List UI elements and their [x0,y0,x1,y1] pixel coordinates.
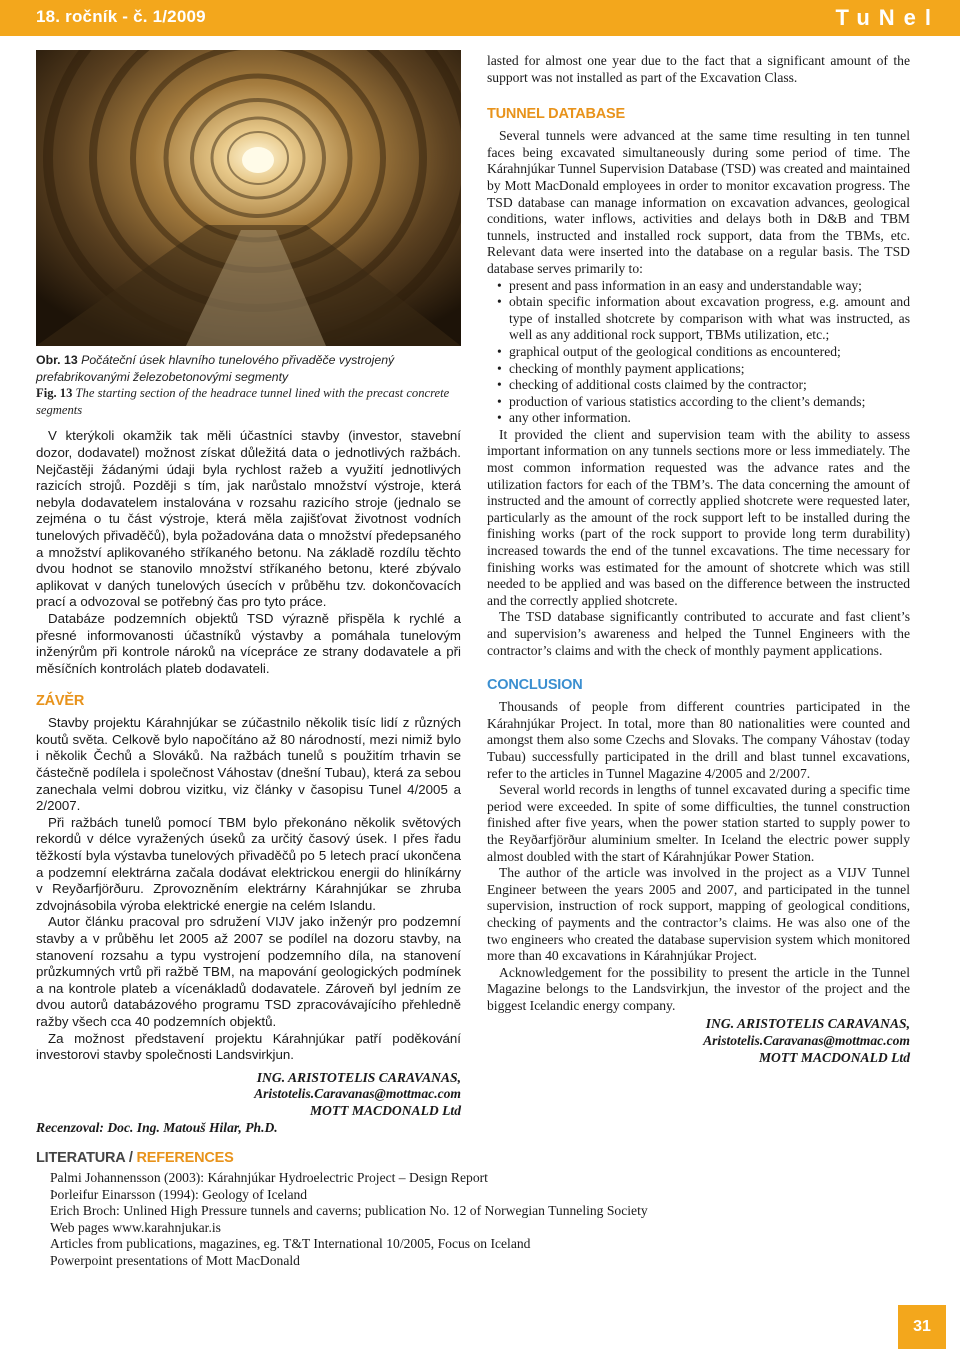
en-paragraph: lasted for almost one year due to the fact that a significant amount of the support was not installed as part of the Excavation Class. [487,53,910,85]
caption-cz-text: Počáteční úsek hlavního tunelového přivaděče vystrojený prefabrikovanými železobetonovými segmenty [36,353,395,384]
en-paragraph: Several world records in lengths of tunnel excavated during a specific time period were exceeded. In spite of some difficulties, the tunnel construction finished after five years, when the power station started to supply power to the Reyðarfjörður aluminium smelter. In Iceland the electric power supply almost doubled with the start of Kárahnjúkar Power Station. [487,782,910,864]
cz-paragraph: Při ražbách tunelů pomocí TBM bylo překonáno několik světových rekordů v délce vyražených úseků za určitý časový úsek. I přes řadu těžkostí byla výstavba tunelových přivaděčů po 5 letech prací ukončena a podzemní elektrárna začala dodávat elektrickou energii do hliníkárny v Reyðarfjörðuru. Zprovozněním elektrárny Kárahnjúkar se zhruba zdvojnásobila výroba elektrické energie na celém Islandu. [36,814,461,913]
tunnel-photo [36,50,461,346]
en-paragraph: Several tunnels were advanced at the same time resulting in ten tunnel faces being excavated simultaneously during some period of time. The Kárahnjúkar Tunnel Supervision Database (TSD) was created and maintained by Mott MacDonald employees in order to monitor excavation progress. The TSD database can manage information on excavation advances, geological conditions, water inflows, activities and delays both in D&B and TBM tunnels, instructed and installed rock support, data from the TBMs, etc. Relevant data were inserted into the database on a regular basis. The TSD database serves primarily to: [487,128,910,276]
list-item: • production of various statistics according to the client’s demands; [497,393,866,409]
caption-en-text: The starting section of the headrace tunnel lined with the precast concrete segments [36,386,450,417]
list-item: • any other information. [497,410,631,426]
reference-item: Web pages www.karahnjukar.is [50,1219,221,1235]
author-email: Aristotelis.Caravanas@mottmac.com [254,1086,461,1102]
author-name: ING. ARISTOTELIS CARAVANAS, [705,1016,910,1032]
references-heading: LITERATURA / REFERENCES [36,1150,234,1166]
author-company: MOTT MACDONALD Ltd [309,1102,461,1118]
right-column [487,53,910,1066]
page-number: 31 [898,1305,946,1349]
figure-caption [36,352,461,418]
bullet-list [487,278,910,427]
magazine-logo: TuNel [835,5,940,30]
list-item: • checking of monthly payment applications; [497,360,745,376]
references-section [36,1150,910,1270]
reference-item: Powerpoint presentations of Mott MacDonald [50,1252,300,1268]
list-item: • graphical output of the geological conditions as encountered; [497,343,841,359]
issue-label: 18. ročník - č. 1/2009 [36,7,206,26]
caption-cz-label: Obr. 13 [36,353,78,367]
author-email: Aristotelis.Caravanas@mottmac.com [703,1033,910,1049]
header-bar [0,0,960,36]
list-item: • obtain specific information about excavation progress, e.g. amount and type of installed shotcrete by comparison with what was instructed, as well as any additional rock support, TBMs utilization, etc.; [497,294,910,343]
left-column [36,352,461,1136]
reviewer: Recenzoval: Doc. Ing. Matouš Hilar, Ph.D. [36,1119,278,1135]
tunnel-database-heading: TUNNEL DATABASE [487,106,625,123]
cz-conclusion-heading: ZÁVĚR [36,693,85,710]
reference-item: Erich Broch: Unlined High Pressure tunnels and caverns; publication No. 12 of Norwegian Tunneling Society [50,1203,648,1219]
en-paragraph: It provided the client and supervision team with the ability to assess important information on any tunnels sections more or less immediately. The most common information requested was the advance rates and the utilization factors for each of the TBM’s. The data concerning the amount of instructed and the amount of correctly applied shotcrete were requested later, particularly as the amount of the rock support left to be installed during the finishing works (part of the rock support to provide long term durability) increased towards the end of the tunnel excavations. The time necessary for finishing works was estimated for the amount of shotcrete which was still needed to be applied and was based on the difference between the instructed and the correctly applied shotcrete. [487,426,910,608]
en-paragraph: The TSD database significantly contributed to accurate and fast client’s and supervision’s awareness and helped the Tunnel Engineers with the contractor’s claims and with the check of monthly payment applications. [487,609,910,658]
en-paragraph: The author of the article was involved in the project as a VIJV Tunnel Engineer between the years 2005 and 2007, and participated in the tunnel supervision, instruction of rock support, mapping of geological conditions, checking of payments and the contractor’s claims. He was also one of the two engineers who created the database supervision system which monitored more than 40 excavations in Kárahnjúkar Project. [487,865,910,964]
tunnel-image [36,50,461,346]
cz-paragraph: Databáze podzemních objektů TSD výrazně přispěla k rychlé a přesné informovanosti účastníků výstavby a pomáhala tunelovým inženýrům při kontrole nároků na vícepráce ze strany dodavatele a při měsíčních kontrolách plateb dodavateli. [36,610,461,676]
cz-paragraph: Za možnost představení projektu Kárahnjúkar patří poděkování investorovi stavby společnosti Landsvirkjun. [36,1030,461,1063]
cz-paragraph: Stavby projektu Kárahnjúkar se zúčastnilo několik tisíc lidí z různých koutů světa. Celkově bylo napočítáno až 80 národností, mezi nimiž bylo i několik Čechů a Slováků. Na ražbách tunelů s použitím trhavin se částečně podílela i společnost Váhostav (dnešní Tubau), která za sebou zanechala velmi dobrou vizitku, viz články v časopisu Tunel 4/2005 a 2/2007. [36,715,461,814]
cz-paragraph: Autor článku pracoval pro sdružení VIJV jako inženýr pro podzemní stavby a v průběhu let 2005 až 2007 se podílel na dozoru stavby, na stanovení rozsahu a typu vystrojení podzemního díla, na stanovení průzkumných vrtů při ražbě TBM, na mapování geologických podmínek a na kontrole plateb a vícenákladů dodavatele. Zároveň byl jedním ze dvou autorů databázového programu TSD zpracovávajícího přehledně ražby všech cca 40 podzemních objektů. [36,914,461,1029]
en-paragraph: Acknowledgement for the possibility to present the article in the Tunnel Magazine belongs to the Landsvirkjun, the investor of the project and the biggest Icelandic energy company. [487,964,910,1013]
author-company: MOTT MACDONALD Ltd [758,1049,910,1065]
list-item: • present and pass information in an easy and understandable way; [497,277,862,293]
reference-item: Articles from publications, magazines, eg. T&T International 10/2005, Focus on Iceland [50,1236,531,1252]
reference-item: Palmi Johannensson (2003): Kárahnjúkar Hydroelectric Project – Design Report [50,1170,488,1185]
cz-paragraph: V kterýkoli okamžik tak měli účastníci stavby (investor, stavební dozor, dodavatel) možnost získat důležitá data o jednotlivých ražbách. Nejčastěji žádanými údaji byla rychlost ražeb a využití jednotlivých razicích strojů. Později s tím, jak narůstalo množství výstroje, která nebyla dodavatelem instalována v rozsahu razicího stroje (jednalo se zejména o tu část výstroje, která měla zajišťovat životnost vodních tunelových přivaděčů), byla požadována data o množství předepsaného a množství aplikovaného stříkaného betonu. Na základě rozdílu těchto dvou hodnot se stanovilo množství stříkaného betonu, které zbývalo aplikovat v daných tunelových úsecích v průběhu tzv. dokončovacích prací a odvozoval se potřebný čas pro tyto práce. [36,428,461,610]
en-paragraph: Thousands of people from different countries participated in the Kárahnjúkar Project. In total, more than 80 nationalities were counted and amongst them also some Czechs and Slovaks. The company Váhostav (today Tubau) successfully participated in the drill and blast tunnel excavations, refer to the articles in Tunnel Magazine 4/2005 and 2/2007. [487,699,910,781]
conclusion-heading: CONCLUSION [487,677,583,694]
list-item: • checking of additional costs claimed by the contractor; [497,377,807,393]
reference-item: Þorleifur Einarsson (1994): Geology of Iceland [50,1186,308,1202]
author-name: ING. ARISTOTELIS CARAVANAS, [256,1069,461,1085]
caption-en-label: Fig. 13 [36,386,73,401]
